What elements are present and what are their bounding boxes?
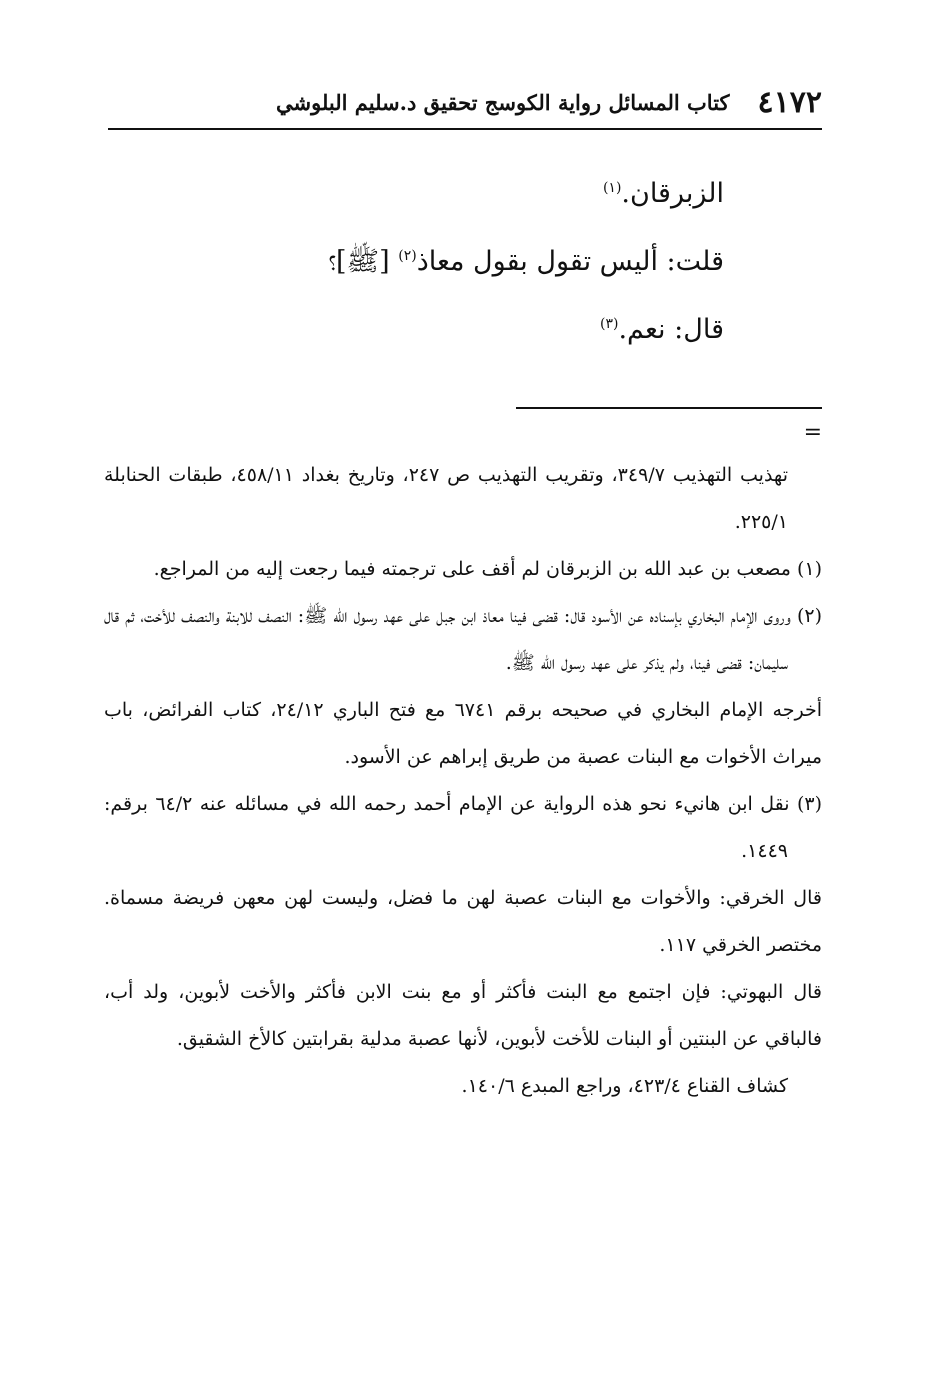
main-line-2-text: قلت: أليس تقول بقول معاذ — [416, 246, 724, 277]
main-text — [164, 160, 724, 364]
footnote-2-source: أخرجه الإمام البخاري في صحيحه برقم ٦٧٤١ مع فتح الباري ٢٤/١٢، كتاب الفرائض، باب ميراث الأخوات مع البنات عصبة من طريق إبراهم عن الأسود. — [104, 699, 822, 768]
footnote-3-source: كشاف القناع ٤٢٣/٤، وراجع المبدع ١٤٠/٦. — [461, 1075, 788, 1097]
footnote-continuation: تهذيب التهذيب ٣٤٩/٧، وتقريب التهذيب ص ٢٤٧، وتاريخ بغداد ٤٥٨/١١، طبقات الحنابلة ٢٢٥/١. — [104, 464, 788, 533]
continuation-mark: = — [803, 420, 822, 445]
running-title: كتاب المسائل رواية الكوسج تحقيق د.سليم البلوشي — [276, 89, 730, 115]
main-line-2 — [164, 228, 724, 296]
footnote-3: (٣) نقل ابن هانيء نحو هذه الرواية عن الإمام أحمد رحمه الله في مسائله عنه ٦٤/٢ برقم: ١٤٤٩. — [104, 793, 822, 862]
header-rule — [108, 128, 822, 130]
page-header — [108, 80, 822, 124]
main-line-3 — [164, 296, 724, 364]
footnote-3-bahuti: قال البهوتي: فإن اجتمع مع البنت فأكثر أو مع بنت الابن فأكثر والأخت لأبوين، ولد أب، فالباقي عن البنتين أو البنات للأخت لأبوين، لأنها عصبة مدلية بقرابتين كالأخ الشقيق. — [104, 981, 822, 1050]
footnote-2: (٢) وروى الإمام البخاري بإسناده عن الأسود قال: قضى فينا معاذ ابن جبل على عهد رسول الله ﷺ: النصف للابنة والنصف للأخت، ثم قال سليمان: قضى فينا، ولم يذكر على عهد رسول الله ﷺ. — [104, 605, 822, 674]
main-line-3-text: قال: نعم. — [618, 314, 724, 345]
footnote-ref-1: (١) — [602, 180, 622, 196]
footnote-ref-3: (٣) — [600, 316, 619, 332]
footnote-1: (١) مصعب بن عبد الله بن الزبرقان لم أقف على ترجمته فيما رجعت إليه من المراجع. — [153, 558, 822, 580]
footnote-separator — [516, 407, 822, 409]
main-line-1-text: الزبرقان. — [621, 178, 724, 209]
main-line-1 — [164, 160, 724, 228]
footnote-3-kharqi: قال الخرقي: والأخوات مع البنات عصبة لهن ما فضل، وليست لهن معهن فريضة مسماة. مختصر الخرقي ١١٧. — [104, 887, 822, 956]
page-number: ٤١٧٢ — [757, 84, 822, 120]
footnotes — [104, 452, 822, 1110]
footnote-ref-2: (٢) — [398, 248, 417, 264]
main-line-2-tail: [ﷺ]؟ — [328, 246, 399, 277]
